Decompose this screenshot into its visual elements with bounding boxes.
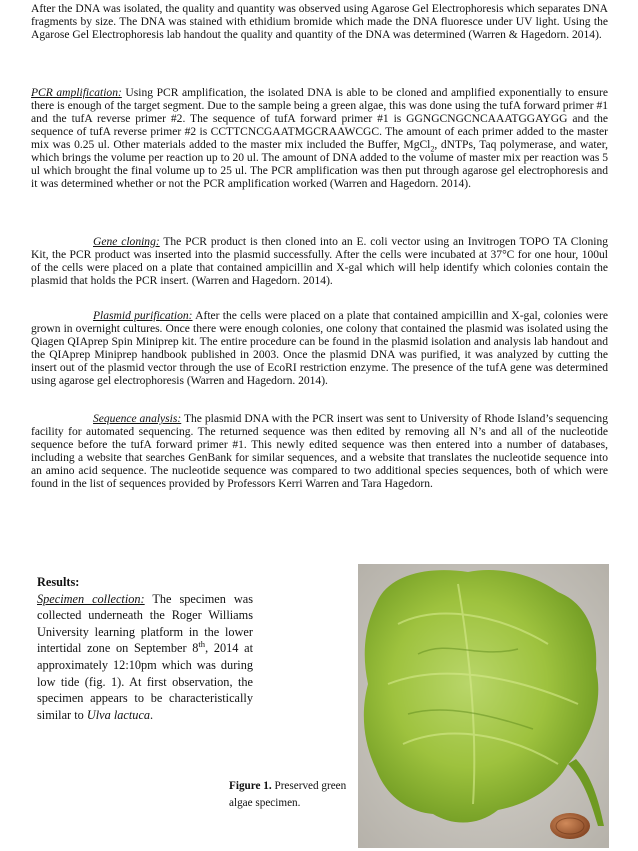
heading-plasmid-purification: Plasmid purification: [93, 310, 193, 322]
mgcl2-subscript: 2 [430, 144, 435, 154]
heading-sequence-analysis: Sequence analysis: [93, 413, 182, 425]
gene-cloning-text: The PCR product is then cloned into an E. coli vector using an Invitrogen TOPO TA Cloning Kit, the PCR product was inserted into the plasmid successfully. After the cells were incubated at 37°C for one hour, 100ul of the cells were placed on a plate that contained ampicillin and X-gal which will help identify which colonies contain the plasmid that holds the PCR insert. (Warren and Hagedorn. 2014). [31, 236, 608, 288]
green-algae-image [358, 564, 609, 848]
heading-gene-cloning: Gene cloning: [93, 236, 160, 248]
figure-caption [229, 778, 357, 812]
algae-specimen-photo [358, 564, 609, 848]
specimen-collection-heading: Specimen collection: [37, 591, 145, 606]
paragraph-pcr-amplification [31, 87, 608, 191]
paragraph-gene-cloning [31, 236, 608, 288]
results-text-b: , 2014 at approximately 12:10pm which was during low tide (fig. 1). At first observation, the specimen appears to be characteristically similar to [37, 641, 253, 722]
date-superscript: th [198, 639, 206, 650]
results-section [37, 574, 253, 723]
paragraph-dna-quality: After the DNA was isolated, the quality and quantity was observed using Agarose Gel Electrophoresis which separates DNA fragments by size. The DNA was stained with ethidium bromide which made the DNA fluoresce under UV light. Using the Agarose Gel Electrophoresis lab handout the quality and quantity of the DNA was determined (Warren & Hagedorn. 2014). [31, 3, 608, 42]
results-text-a: The specimen was collected underneath the Roger Williams University learning platform in the lower intertidal zone on September 8 [37, 591, 253, 656]
figure-caption-text: Preserved green algae specimen. [229, 780, 347, 809]
paragraph-sequence-analysis [31, 413, 608, 491]
pcr-text-a: Using PCR amplification, the isolated DNA is able to be cloned and amplified exponentially to ensure there is enough of the target segment. Due to the sample being a green algae, this was done using the tufA forward primer #1 and the tufA reverse primer #2. The sequence of tufA forward primer #1 is GGNGCNGCNCAAATGGAYGG and the sequence of tufA reverse primer #2 is CCTTCNCGAATMGCRAAWCGC. The amount of each primer added to the master mix was 0.25 ul. Other materials added to the master mix included the Buffer, MgCl [31, 87, 608, 152]
results-heading: Results: [37, 575, 80, 589]
heading-pcr-amplification: PCR amplification: [31, 87, 122, 99]
species-name: Ulva lactuca [86, 707, 151, 722]
paragraph-plasmid-purification [31, 310, 608, 388]
sequence-analysis-text: The plasmid DNA with the PCR insert was sent to University of Rhode Island’s sequencing facility for automated sequencing. The returned sequence was then edited by removing all N’s and all of the nucleotide sequence before the tufA forward primer #1. This newly edited sequence was then entered into a number of databases, including a website that searches GenBank for similar sequences, and a website that translates the nucleotide sequence into an amino acid sequence. The nucleotide sequence was compared to two additional species sequences, both of which were found in the list of sequences provided by Professors Kerri Warren and Tara Hagedorn. [31, 413, 608, 491]
results-text-c: . [150, 707, 154, 722]
pcr-text-b: , dNTPs, Taq polymerase, and water, which brings the volume per reaction up to 20 ul. The amount of DNA added to the volume of master mix per reaction was 5 ul which brought the final volume up to 25 ul. The PCR amplification was then put through agarose gel electrophoresis and it was determined whether or not the PCR amplification worked (Warren and Hagedorn. 2014). [31, 139, 608, 191]
figure-label: Figure 1. [229, 780, 272, 792]
plasmid-purification-text: After the cells were placed on a plate that contained ampicillin and X-gal, colonies were grown in overnight cultures. Once there were enough colonies, one colony that contained the plasmid was isolated using the Qiagen QIAprep Spin Miniprep kit. The entire procedure can be found in the plasmid isolation and analysis lab handout and the QIAprep Miniprep handbook published in 2003. Once the plasmid DNA was purified, it was analyzed by cutting the insert out of the plasmid vector through the use of EcoRI restriction enzyme. The presence of the tufA gene was determined using agarose gel electrophoresis (Warren and Hagedorn. 2014). [31, 310, 608, 388]
